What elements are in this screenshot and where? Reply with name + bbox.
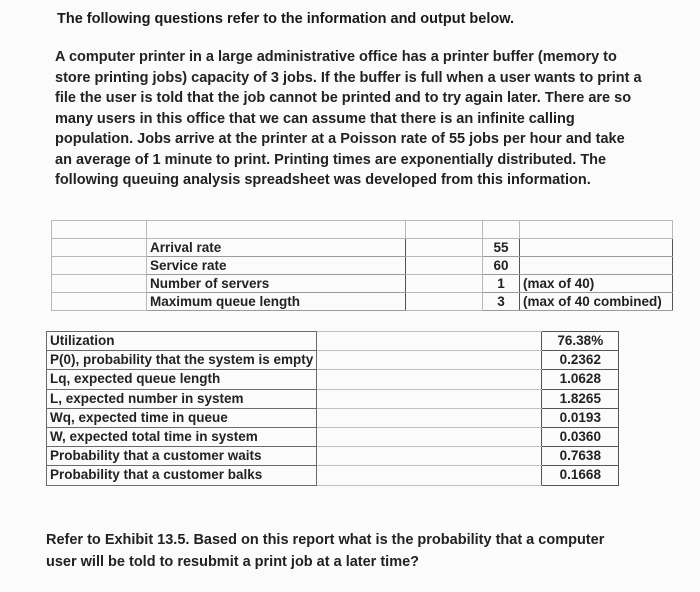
output-label: Probability that a customer balks — [47, 466, 317, 485]
paragraph-line: file the user is told that the job cannot be printed and to try again later. There are so — [55, 90, 632, 106]
output-label: Probability that a customer waits — [47, 447, 317, 466]
input-value: 1 — [483, 275, 520, 293]
question-line: user will be told to resubmit a print job at a later time? — [46, 554, 420, 570]
question-line: Refer to Exhibit 13.5. Based on this report what is the probability that a computer — [46, 532, 605, 548]
output-label: W, expected total time in system — [47, 427, 317, 446]
table-row — [52, 257, 673, 275]
input-table — [51, 220, 673, 311]
input-label: Maximum queue length — [147, 293, 406, 311]
input-note: (max of 40) — [520, 275, 673, 293]
problem-paragraph — [55, 47, 642, 191]
output-value: 76.38% — [542, 332, 619, 351]
output-value: 1.0628 — [542, 370, 619, 389]
paragraph-line: many users in this office that we can assume that there is an infinite calling — [55, 110, 575, 127]
paragraph-line: population. Jobs arrive at the printer at a Poisson rate of 55 jobs per hour and take — [55, 131, 625, 147]
output-table — [46, 331, 619, 486]
input-note — [520, 257, 673, 275]
paragraph-line: A computer printer in a large administrative office has a printer buffer (memory to — [55, 49, 617, 65]
output-label: Wq, expected time in queue — [47, 408, 317, 427]
output-label: L, expected number in system — [47, 389, 317, 408]
output-value: 0.2362 — [542, 351, 619, 370]
input-note — [520, 239, 673, 257]
input-note: (max of 40 combined) — [520, 293, 673, 311]
page-heading: The following questions refer to the information and output below. — [57, 11, 514, 27]
table-row — [47, 466, 619, 485]
table-row — [47, 389, 619, 408]
table-row — [47, 447, 619, 466]
question-text — [46, 529, 646, 573]
output-value: 0.0360 — [542, 427, 619, 446]
table-row — [47, 408, 619, 427]
output-label: Utilization — [47, 332, 317, 351]
input-label: Arrival rate — [147, 239, 406, 257]
output-value: 0.1668 — [542, 466, 619, 485]
paragraph-line: store printing jobs) capacity of 3 jobs. If the buffer is full when a user wants to print a — [55, 69, 642, 86]
input-value: 60 — [483, 257, 520, 275]
table-row — [47, 427, 619, 446]
table-row — [52, 275, 673, 293]
output-value: 0.0193 — [542, 408, 619, 427]
table-row — [47, 370, 619, 389]
output-value: 1.8265 — [542, 389, 619, 408]
table-row — [52, 293, 673, 311]
table-row — [52, 221, 673, 239]
output-label: P(0), probability that the system is empty — [47, 351, 317, 370]
table-row — [47, 351, 619, 370]
paragraph-line: following queuing analysis spreadsheet was developed from this information. — [55, 172, 591, 188]
output-label: Lq, expected queue length — [47, 370, 317, 389]
table-row — [52, 239, 673, 257]
table-row — [47, 332, 619, 351]
input-label: Service rate — [147, 257, 406, 275]
input-label: Number of servers — [147, 275, 406, 293]
output-value: 0.7638 — [542, 447, 619, 466]
input-value: 3 — [483, 293, 520, 311]
input-value: 55 — [483, 239, 520, 257]
paragraph-line: an average of 1 minute to print. Printing times are exponentially distributed. The — [55, 151, 607, 168]
